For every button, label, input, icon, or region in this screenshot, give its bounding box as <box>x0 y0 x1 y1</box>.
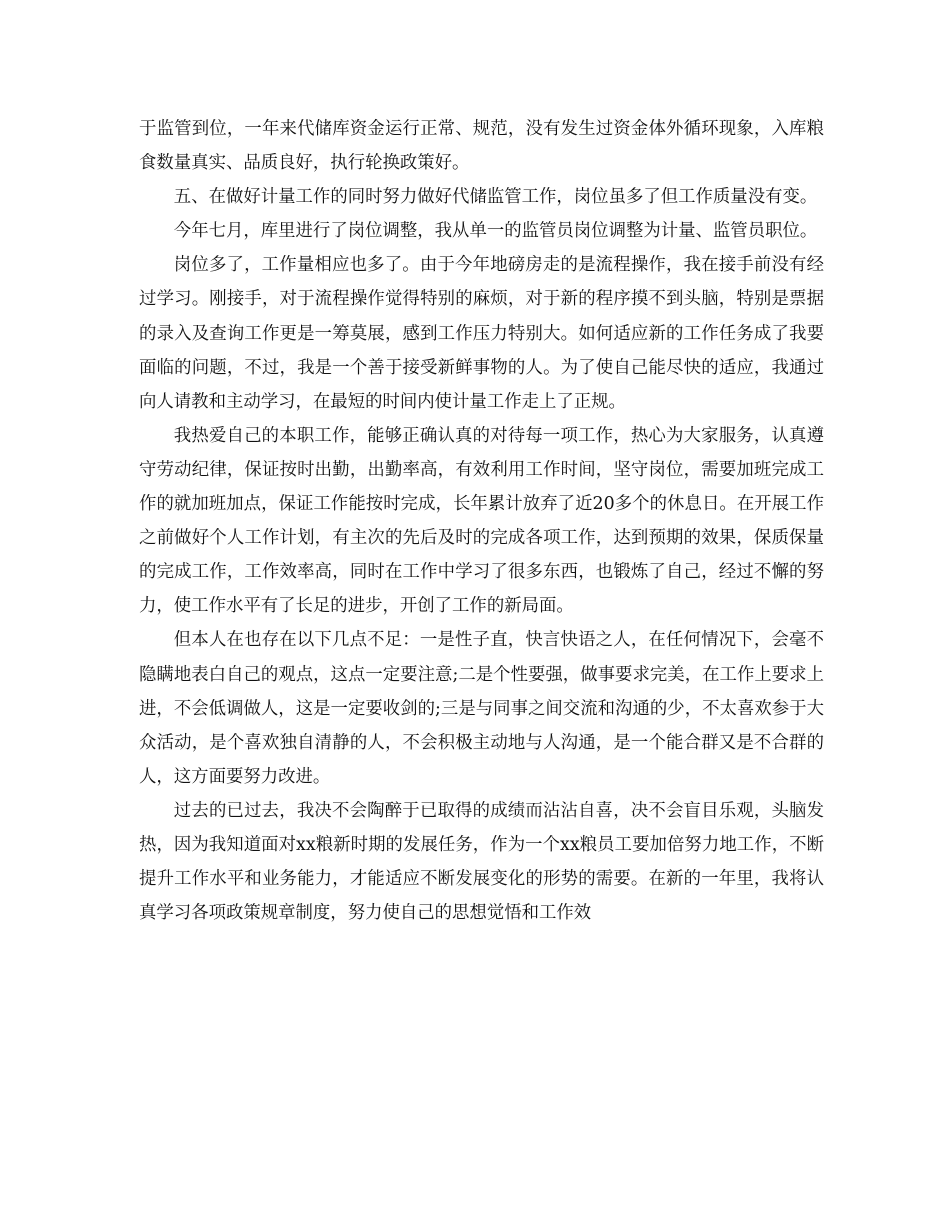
paragraph-position-change: 今年七月，库里进行了岗位调整，我从单一的监管员岗位调整为计量、监管员职位。 <box>173 221 818 242</box>
paragraph-work-attitude: 我热爱自己的本职工作，能够正确认真的对待每一项工作，热心为大家服务，认真遵守劳动纪律，保证按时出勤，出勤率高，有效利用工作时间，坚守岗位，需要加班完成工作的就加班加点，保证工作能按时完成，长年累计放弃了近20多个的休息日。在开展工作之前做好个人工作计划，有主次的先后及时的完成各项工作，达到预期的效果，保质保量的完成工作，工作效率高，同时在工作中学习了很多东西，也锻炼了自己，经过不懈的努力，使工作水平有了长足的进步，开创了工作的新局面。 <box>139 425 824 617</box>
paragraph-workload: 岗位多了，工作量相应也多了。由于今年地磅房走的是流程操作，我在接手前没有经过学习。刚接手，对于流程操作觉得特别的麻烦，对于新的程序摸不到头脑，特别是票据的录入及查询工作更是一筹莫展，感到工作压力特别大。如何适应新的工作任务成了我要面临的问题，不过，我是一个善于接受新鲜事物的人。为了使自己能尽快的适应，我通过向人请教和主动学习，在最短的时间内使计量工作走上了正规。 <box>139 255 824 412</box>
paragraph-outlook: 过去的已过去，我决不会陶醉于已取得的成绩而沾沾自喜，决不会盲目乐观，头脑发热，因为我知道面对xx粮新时期的发展任务，作为一个xx粮员工要加倍努力地工作，不断提升工作水平和业务能力，才能适应不断发展变化的形势的需要。在新的一年里，我将认真学习各项政策规章制度，努力使自己的思想觉悟和工作效 <box>139 800 824 924</box>
document-body <box>139 112 824 930</box>
paragraph-shortcomings: 但本人在也存在以下几点不足：一是性子直，快言快语之人，在任何情况下，会毫不隐瞒地表白自己的观点，这点一定要注意;二是个性要强，做事要求完美，在工作上要求上进，不会低调做人，这是一定要收剑的;三是与同事之间交流和沟通的少，不太喜欢参于大众活动，是个喜欢独自清静的人，不会积极主动地与人沟通，是一个能合群又是不合群的人，这方面要努力改进。 <box>139 630 824 787</box>
paragraph-continuation: 于监管到位，一年来代储库资金运行正常、规范，没有发生过资金体外循环现象，入库粮食数量真实、品质良好，执行轮换政策好。 <box>139 119 824 174</box>
paragraph-section-five: 五、在做好计量工作的同时努力做好代储监管工作，岗位虽多了但工作质量没有变。 <box>173 187 818 208</box>
